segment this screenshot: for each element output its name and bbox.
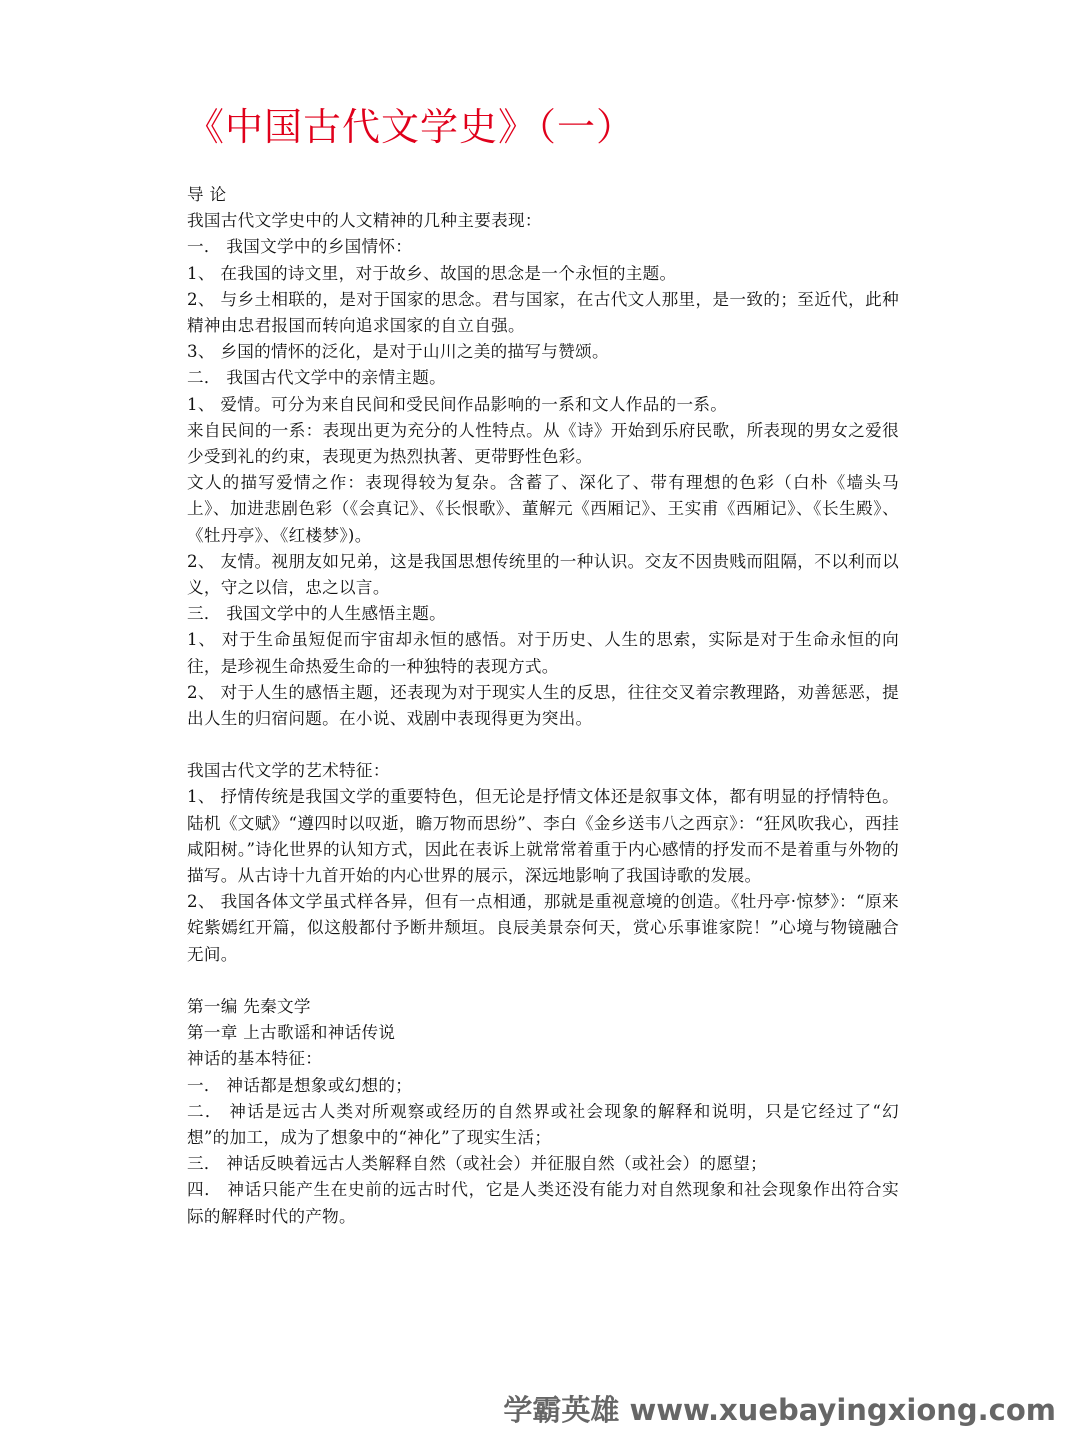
footer-brand-name: 学霸英雄 <box>503 1393 620 1427</box>
footer-url: www.xuebayingxiong.com <box>629 1393 1056 1427</box>
paragraph: 来自民间的一系：表现出更为充分的人性特点。从《诗》开始到乐府民歌，所表现的男女之爱很少受到礼的约束，表现更为热烈执著、更带野性色彩。 <box>187 420 899 467</box>
footer-watermark <box>503 1390 1056 1430</box>
list-item: 四． 神话只能产生在史前的远古时代，它是人类还没有能力对自然现象和社会现象作出符合实际的解释时代的产物。 <box>187 1180 899 1226</box>
section-heading: 神话的基本特征： <box>187 1049 323 1069</box>
list-item: 1、 爱情。可分为来自民间和受民间作品影响的一系和文人作品的一系。 <box>187 394 728 414</box>
part-heading: 第一编 先秦文学 <box>187 996 311 1016</box>
list-item: 1、 抒情传统是我国文学的重要特色，但无论是抒情文体还是叙事文体，都有明显的抒情特色。陆机《文赋》“遵四时以叹逝，瞻万物而思纷”、李白《金乡送韦八之西京》：“狂风吹我心，西挂咸阳树。”诗化世界的认知方式，因此在表诉上就常常着重于内心感情的抒发而不是着重与外物的描写。从古诗十九首开始的内心世界的展示，深远地影响了我国诗歌的发展。 <box>187 787 899 886</box>
document-body <box>187 182 899 1230</box>
list-item: 1、 在我国的诗文里，对于故乡、故国的思念是一个永恒的主题。 <box>187 263 677 283</box>
section-heading: 我国古代文学的艺术特征： <box>187 761 390 781</box>
section-introduction <box>187 182 899 732</box>
list-heading: 一． 我国文学中的乡国情怀： <box>187 237 413 257</box>
list-item: 2、 与乡土相联的，是对于国家的思念。君与国家，在古代文人那里，是一致的；至近代，此种精神由忠君报国而转向追求国家的自立自强。 <box>187 289 899 336</box>
paragraph: 文人的描写爱情之作：表现得较为复杂。含蓄了、深化了、带有理想的色彩（白朴《墙头马上》、加进悲剧色彩（《会真记》、《长恨歌》、董解元《西厢记》、王实甫《西厢记》、《长生殿》、《牡丹亭》、《红楼梦》)。 <box>187 473 899 545</box>
chapter-heading: 第一章 上古歌谣和神话传说 <box>187 1023 396 1043</box>
section-spacer <box>187 968 899 994</box>
paragraph: 我国古代文学史中的人文精神的几种主要表现： <box>187 211 542 231</box>
list-item: 一． 神话都是想象或幻想的； <box>187 1075 413 1095</box>
section-pre-qin-literature <box>187 994 899 1230</box>
list-heading: 三． 我国文学中的人生感悟主题。 <box>187 604 446 624</box>
list-item: 二． 神话是远古人类对所观察或经历的自然界或社会现象的解释和说明，只是它经过了“幻想”的加工，成为了想象中的“神化”了现实生活； <box>187 1101 899 1147</box>
heading-introduction: 导 论 <box>187 185 227 204</box>
list-item: 三． 神话反映着远古人类解释自然（或社会）并征服自然（或社会）的愿望； <box>187 1154 767 1174</box>
list-item: 3、 乡国的情怀的泛化，是对于山川之美的描写与赞颂。 <box>187 342 609 362</box>
list-item: 2、 我国各体文学虽式样各异，但有一点相通，那就是重视意境的创造。《牡丹亭·惊梦》：“原来姹紫嫣红开篇，似这般都付予断井颓垣。良辰美景奈何天，赏心乐事谁家院！”心境与物镜融合无间。 <box>187 892 899 964</box>
list-item: 2、 对于人生的感悟主题，还表现为对于现实人生的反思，往往交叉着宗教理路，劝善惩恶，提出人生的归宿问题。在小说、戏剧中表现得更为突出。 <box>187 682 899 729</box>
list-heading: 二． 我国古代文学中的亲情主题。 <box>187 368 446 388</box>
section-artistic-features <box>187 758 899 968</box>
page-title: 《中国古代文学史》（一） <box>186 105 636 149</box>
list-item: 1、 对于生命虽短促而宇宙却永恒的感悟。对于历史、人生的思索，实际是对于生命永恒的向往，是珍视生命热爱生命的一种独特的表现方式。 <box>187 630 899 676</box>
section-spacer <box>187 732 899 758</box>
list-item: 2、 友情。视朋友如兄弟，这是我国思想传统里的一种认识。交友不因贵贱而阻隔，不以利而以义，守之以信，忠之以言。 <box>187 551 899 598</box>
